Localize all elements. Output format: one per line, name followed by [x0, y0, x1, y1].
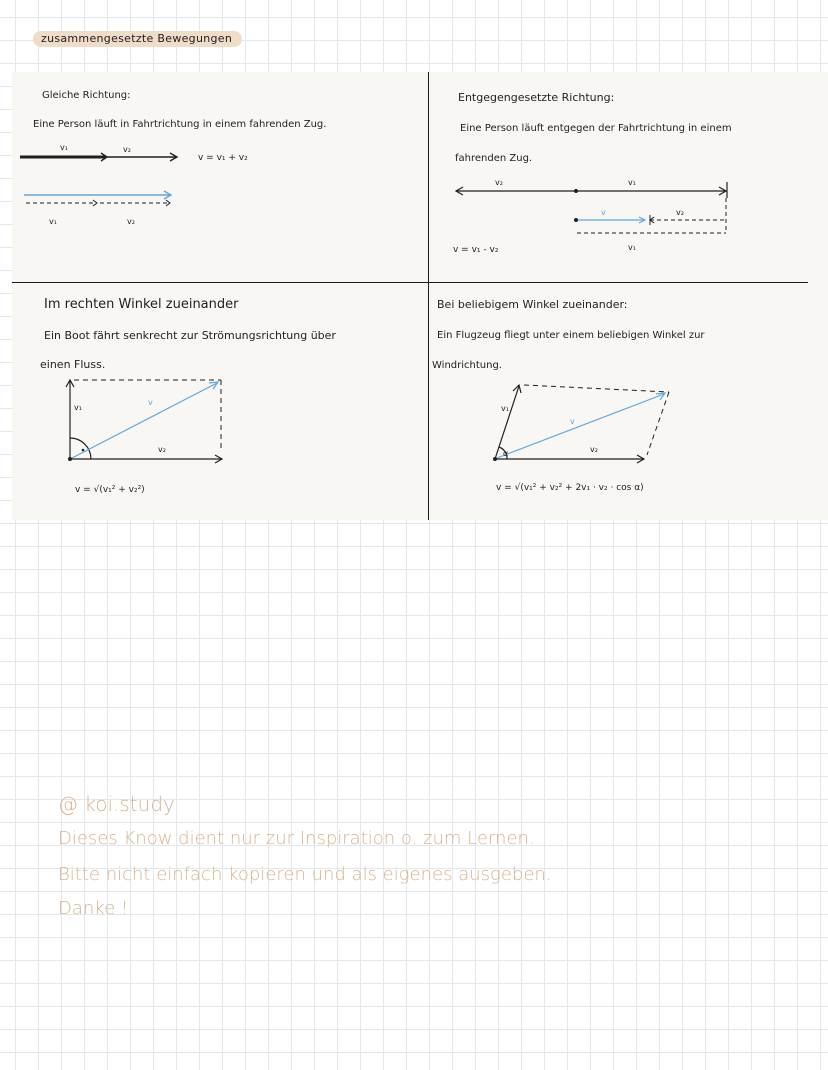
opposite-direction-text-1: Eine Person läuft entgegen der Fahrtrichtung in einem: [460, 123, 732, 134]
any-v1-label: v₁: [501, 404, 509, 413]
page-title: zusammengesetzte Bewegungen: [33, 31, 242, 47]
any-v-label: v: [570, 417, 575, 426]
footer-line-2: Bitte nicht einfach kopieren und als eigenes ausgeben.: [58, 864, 552, 885]
footer-line-3: Danke !: [58, 898, 129, 919]
same-v1-label-bottom: v₁: [49, 217, 57, 226]
opposite-direction-formula: v = v₁ - v₂: [453, 245, 499, 255]
any-angle-formula: v = √(v₁² + v₂² + 2v₁ · v₂ · cos α): [496, 483, 644, 493]
same-v1-label-top: v₁: [60, 143, 68, 152]
same-direction-heading: Gleiche Richtung:: [42, 90, 131, 101]
right-angle-text-2: einen Fluss.: [40, 358, 106, 371]
any-angle-heading: Bei beliebigem Winkel zueinander:: [437, 298, 628, 311]
any-alpha-label: α: [503, 449, 509, 458]
opp-v2-label-right: v₂: [676, 208, 684, 217]
right-v-label: v: [148, 398, 153, 407]
any-v2-label: v₂: [590, 445, 598, 454]
opp-v1-label-bottom: v₁: [628, 243, 636, 252]
same-v2-label-bottom: v₂: [127, 217, 135, 226]
right-v1-label: v₁: [74, 403, 82, 412]
same-direction-formula: v = v₁ + v₂: [198, 153, 248, 163]
right-angle-text-1: Ein Boot fährt senkrecht zur Strömungsrichtung über: [44, 329, 336, 342]
right-v2-label: v₂: [158, 445, 166, 454]
same-direction-text: Eine Person läuft in Fahrtrichtung in einem fahrenden Zug.: [33, 119, 327, 130]
footer-handle: @ koi.study: [58, 792, 175, 816]
opposite-direction-heading: Entgegengesetzte Richtung:: [458, 91, 615, 104]
opposite-direction-text-2: fahrenden Zug.: [455, 153, 533, 164]
opp-v-label: v: [601, 208, 606, 217]
right-angle-heading: Im rechten Winkel zueinander: [44, 297, 239, 312]
opp-v1-label-top: v₁: [628, 178, 636, 187]
right-angle-formula: v = √(v₁² + v₂²): [75, 485, 145, 495]
any-angle-text-1: Ein Flugzeug fliegt unter einem beliebigen Winkel zur: [437, 330, 705, 341]
footer-line-1: Dieses Know dient nur zur Inspiration o. zum Lernen.: [58, 828, 535, 849]
same-v2-label-top: v₂: [123, 145, 131, 154]
any-angle-text-2: Windrichtung.: [432, 360, 502, 371]
opp-v2-label: v₂: [495, 178, 503, 187]
